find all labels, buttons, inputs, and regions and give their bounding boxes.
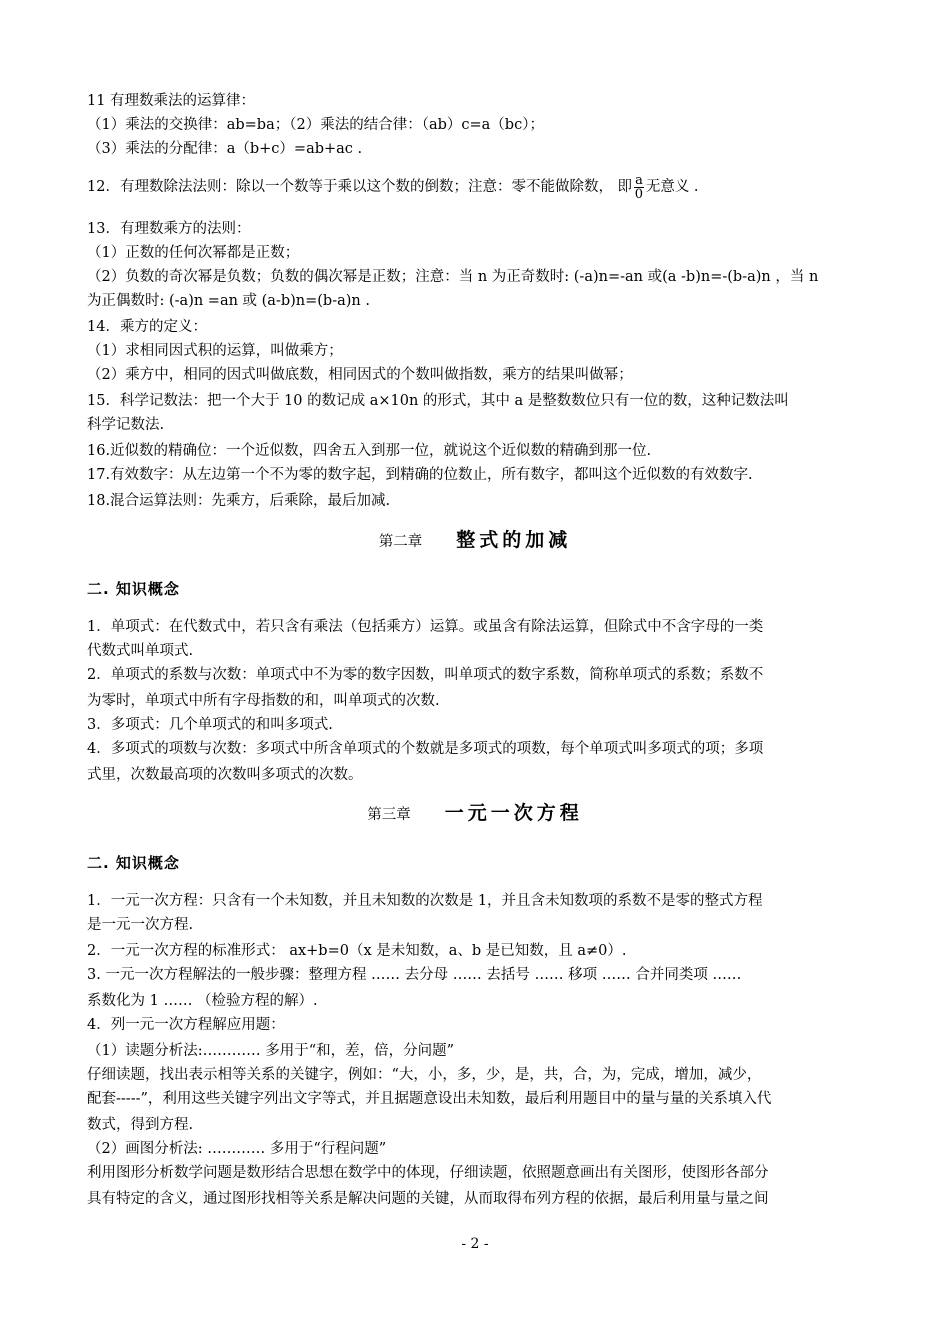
text-line: 配套-----”，利用这些关键字列出文字等式，并且据题意设出未知数，最后利用题目中的量与量的关系填入代 (87, 1091, 772, 1107)
chapter-title: 一元一次方程 (444, 802, 583, 824)
text-line: （1）乘法的交换律：ab=ba；（2）乘法的结合律：（ab）c=a（bc）； (87, 117, 544, 133)
text-line: 代数式叫单项式. (87, 643, 194, 659)
text-line: （2）画图分析法: ………… 多用于“行程问题” (87, 1141, 387, 1157)
section-heading: 二. 知识概念 (87, 580, 180, 598)
section-heading: 二. 知识概念 (87, 854, 180, 872)
fraction-a-over-0 (634, 174, 644, 201)
fraction-numerator: a (635, 172, 643, 188)
text-line: 为零时，单项式中所有字母指数的和，叫单项式的次数. (87, 693, 440, 709)
text-line: 4．多项式的项数与次数：多项式中所含单项式的个数就是多项式的项数，每个单项式叫多项式的项；多项 (87, 741, 764, 757)
text-line: 2．一元一次方程的标准形式： ax+b=0（x 是未知数，a、b 是已知数，且 a≠0）. (87, 943, 627, 959)
text-line: 是一元一次方程. (87, 917, 194, 933)
text-line: （1）读题分析法:………… 多用于“和，差，倍，分问题” (87, 1043, 455, 1059)
text-line: 为正偶数时: (-a)n =an 或 (a-b)n=(b-a)n . (87, 293, 370, 309)
fraction-denominator: 0 (634, 186, 644, 202)
text-line: 具有特定的含义，通过图形找相等关系是解决问题的关键，从而取得布列方程的依据，最后利用量与量之间 (87, 1191, 769, 1207)
text-line: （1）正数的任何次幂都是正数； (87, 245, 300, 261)
text-line: 利用图形分析数学问题是数形结合思想在数学中的体现，仔细读题，依照题意画出有关图形，使图形各部分 (87, 1165, 769, 1181)
text-line: 1．一元一次方程：只含有一个未知数，并且未知数的次数是 1，并且含未知数项的系数不是零的整式方程 (87, 893, 763, 909)
text-line: 2．单项式的系数与次数：单项式中不为零的数字因数，叫单项式的数字系数，简称单项式的系数；系数不 (87, 667, 764, 683)
text-line: 15．科学记数法：把一个大于 10 的数记成 a×10n 的形式，其中 a 是整数数位只有一位的数，这种记数法叫 (87, 393, 789, 409)
text-line: 1．单项式：在代数式中，若只含有乘法（包括乘方）运算。或虽含有除法运算，但除式中不含字母的一类 (87, 619, 764, 635)
text-line: 仔细读题，找出表示相等关系的关键字，例如：“大，小，多，少，是，共，合，为，完成，增加，减少， (87, 1067, 762, 1083)
text-line: 14．乘方的定义： (87, 319, 207, 335)
text-line: （1）求相同因式积的运算，叫做乘方； (87, 343, 343, 359)
text-line: 18.混合运算法则：先乘方，后乘除，最后加减. (87, 493, 391, 509)
text-line: 3. 一元一次方程解法的一般步骤：整理方程 …… 去分母 …… 去括号 …… 移项 …… 合并同类项 …… (87, 967, 742, 983)
page-number: - 2 - (461, 1236, 489, 1252)
rule-12-text: 12．有理数除法法则：除以一个数等于乘以这个数的倒数；注意：零不能做除数， 即 (87, 179, 633, 195)
chapter-number: 第二章 (378, 534, 423, 550)
text-line: 式里，次数最高项的次数叫多项式的次数。 (87, 767, 363, 783)
text-line: （2）负数的奇次幂是负数；负数的偶次幂是正数；注意：当 n 为正奇数时: (-a)n=-an 或(a -b)n=-(b-a)n ，当 n (87, 269, 819, 285)
chapter-number: 第三章 (367, 807, 411, 823)
rule-12-suffix: 无意义 . (645, 179, 699, 195)
text-line: 3．多项式：几个单项式的和叫多项式. (87, 717, 333, 733)
text-line: 17.有效数字：从左边第一个不为零的数字起，到精确的位数止，所有数字，都叫这个近似数的有效数字. (87, 467, 753, 483)
chapter-2-heading (0, 525, 950, 552)
text-line: 科学记数法. (87, 417, 165, 433)
text-line: （2）乘方中，相同的因式叫做底数，相同因式的个数叫做指数，乘方的结果叫做幂； (87, 367, 633, 383)
text-line: （3）乘法的分配律：a（b+c）=ab+ac . (87, 141, 363, 157)
chapter-3-heading (0, 798, 950, 825)
text-line: 11 有理数乘法的运算律： (87, 93, 256, 109)
text-line: 16.近似数的精确位：一个近似数，四舍五入到那一位，就说这个近似数的精确到那一位. (87, 443, 652, 459)
text-line: 13．有理数乘方的法则： (87, 221, 251, 237)
rule-12-line (87, 172, 877, 202)
chapter-title: 整式的加减 (456, 529, 572, 551)
text-line: 4．列一元一次方程解应用题： (87, 1017, 285, 1033)
text-line: 系数化为 1 …… （检验方程的解）. (87, 993, 318, 1009)
text-line: 数式，得到方程. (87, 1117, 194, 1133)
